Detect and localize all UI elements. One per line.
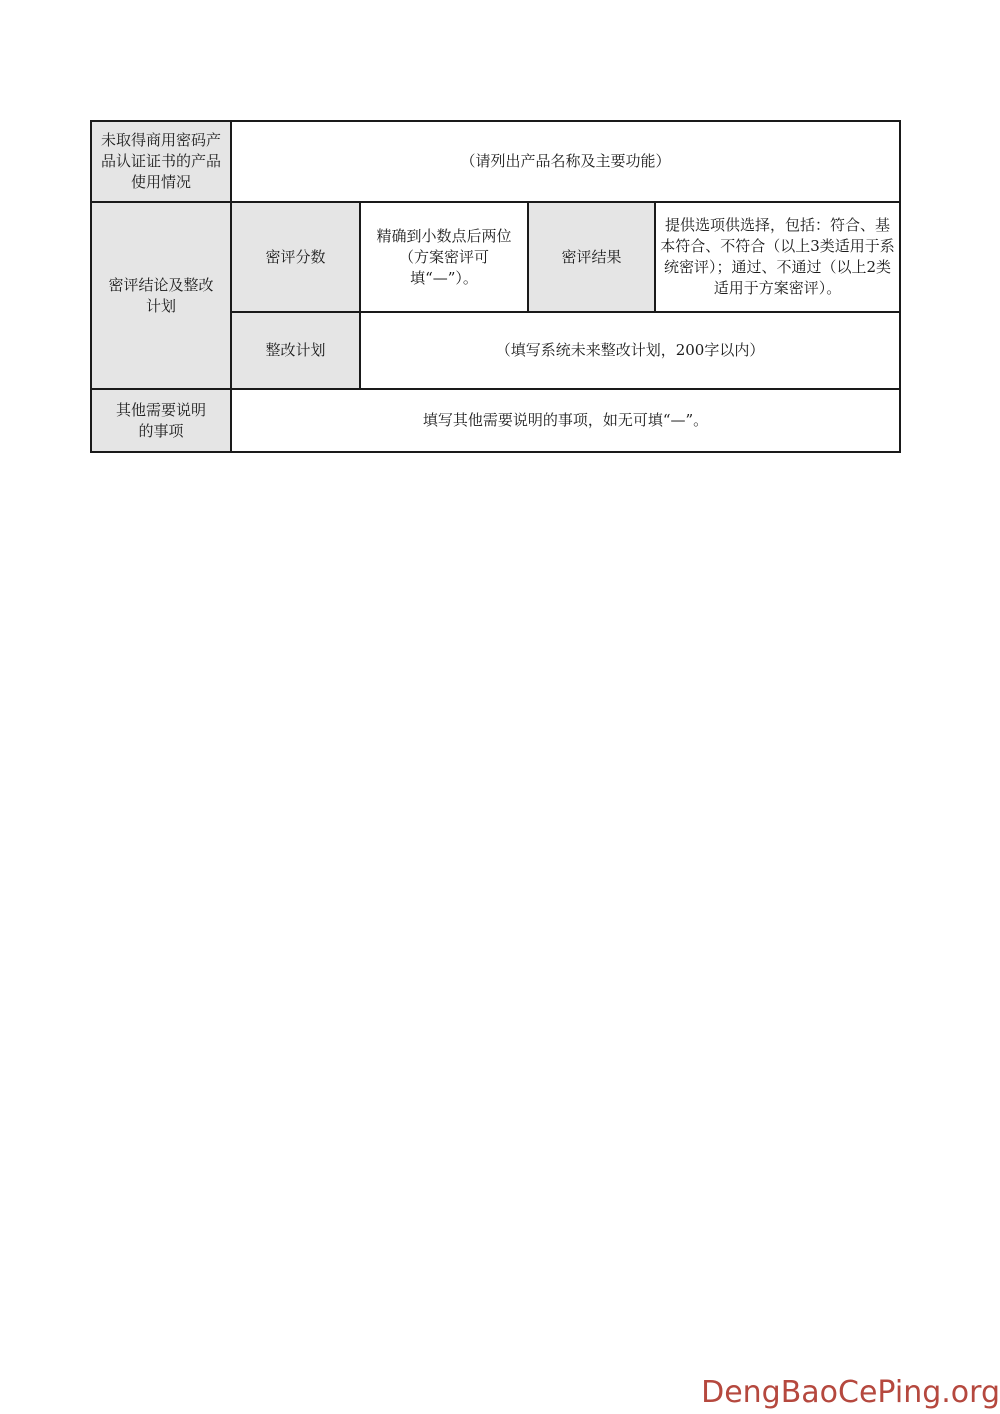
other-matters-row bbox=[91, 389, 900, 452]
result-label: 密评结果 bbox=[528, 202, 655, 312]
score-result-row bbox=[91, 202, 900, 312]
product-usage-row bbox=[91, 121, 900, 202]
plan-value: （填写系统未来整改计划，200字以内） bbox=[360, 312, 900, 389]
score-value: 精确到小数点后两位（方案密评可填“—”）。 bbox=[360, 202, 528, 312]
product-usage-value: （请列出产品名称及主要功能） bbox=[231, 121, 900, 202]
product-usage-header: 未取得商用密码产品认证证书的产品使用情况 bbox=[91, 121, 231, 202]
other-matters-value: 填写其他需要说明的事项，如无可填“—”。 bbox=[231, 389, 900, 452]
conclusion-plan-header: 密评结论及整改计划 bbox=[91, 202, 231, 389]
assessment-form-table bbox=[90, 120, 901, 453]
score-label: 密评分数 bbox=[231, 202, 360, 312]
plan-label: 整改计划 bbox=[231, 312, 360, 389]
site-watermark: DengBaoCePing.org bbox=[701, 1375, 1000, 1410]
other-matters-header: 其他需要说明的事项 bbox=[91, 389, 231, 452]
result-value: 提供选项供选择，包括：符合、基本符合、不符合（以上3类适用于系统密评）；通过、不通过（以上2类适用于方案密评）。 bbox=[655, 202, 900, 312]
